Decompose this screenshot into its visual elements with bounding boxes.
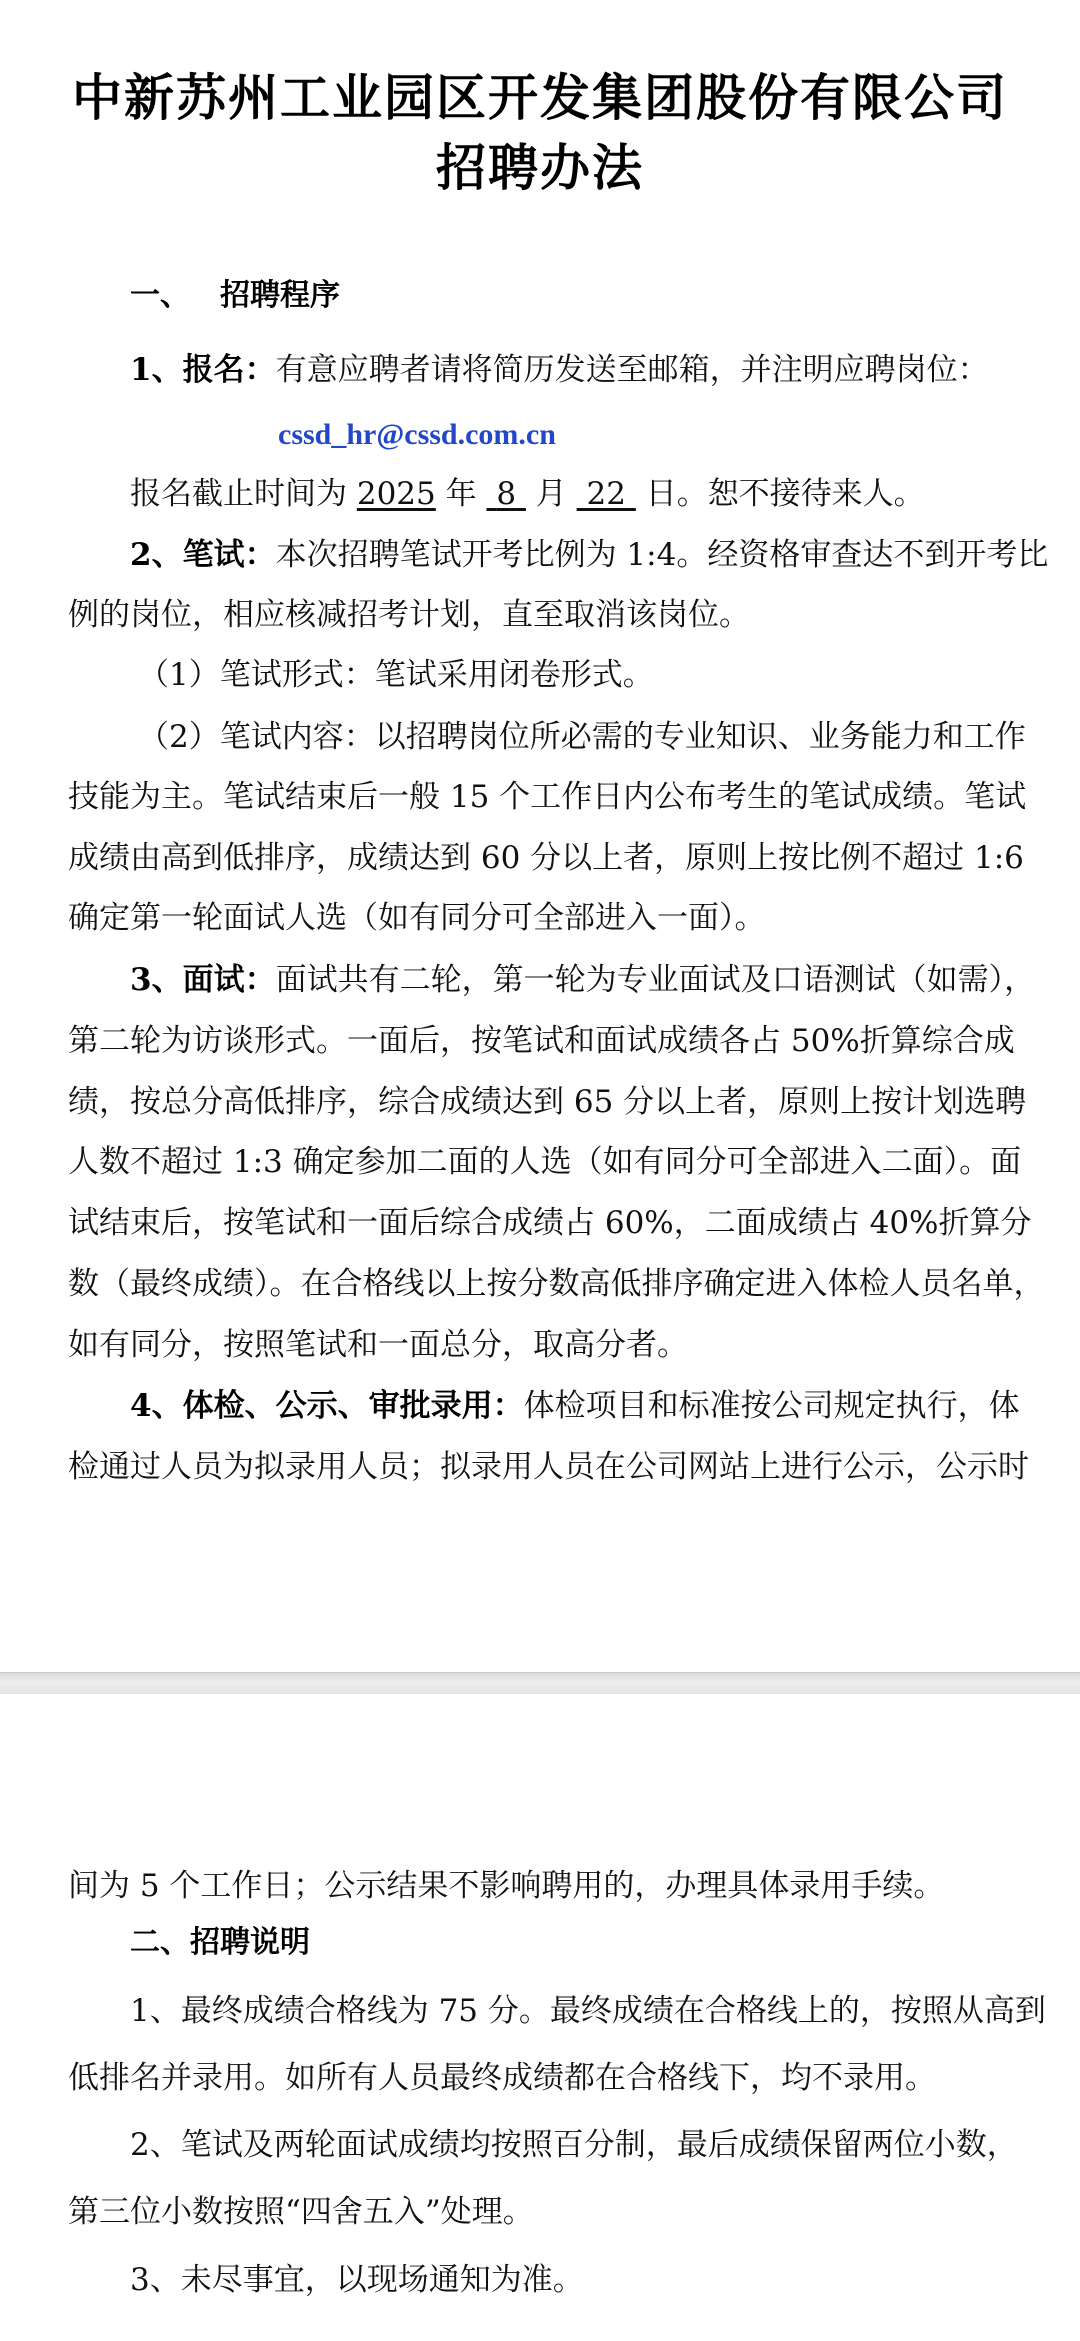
p2-line2: 例的岗位，相应核减招考计划，直至取消该岗位。 bbox=[68, 597, 750, 633]
p2-sub2-line4: 确定第一轮面试人选（如有同分可全部进入一面）。 bbox=[68, 900, 766, 936]
p3-line3: 绩，按总分高低排序，综合成绩达到 65 分以上者，原则上按计划选聘 bbox=[68, 1084, 1027, 1120]
s2-p1-line2: 低排名并录用。如所有人员最终成绩都在合格线下，均不录用。 bbox=[68, 2060, 936, 2096]
p4-line3: 间为 5 个工作日；公示结果不影响聘用的，办理具体录用手续。 bbox=[68, 1868, 945, 1904]
s2-p2-line1: 2、笔试及两轮面试成绩均按照百分制，最后成绩保留两位小数， bbox=[130, 2127, 1018, 2163]
p2-sub2-line1: （2）笔试内容：以招聘岗位所必需的专业知识、业务能力和工作 bbox=[138, 719, 1026, 755]
section1-heading: 一、 招聘程序 bbox=[130, 278, 340, 313]
p3-interview: 3、面试：面试共有二轮，第一轮为专业面试及口语测试（如需）， bbox=[130, 962, 1036, 998]
p1-registration: 1、报名：有意应聘者请将简历发送至邮箱，并注明应聘岗位： bbox=[130, 352, 989, 388]
p3-line7: 如有同分，按照笔试和一面总分，取高分者。 bbox=[68, 1327, 688, 1363]
document-title-line1: 中新苏州工业园区开发集团股份有限公司 bbox=[72, 69, 1008, 127]
s2-p2-line2: 第三位小数按照“四舍五入”处理。 bbox=[68, 2194, 534, 2230]
p4-line2: 检通过人员为拟录用人员；拟录用人员在公司网站上进行公示，公示时 bbox=[68, 1449, 1029, 1485]
p2-sub2-line2: 技能为主。笔试结束后一般 15 个工作日内公布考生的笔试成绩。笔试 bbox=[68, 779, 1027, 815]
p3-line5: 试结束后，按笔试和一面后综合成绩占 60%，二面成绩占 40%折算分 bbox=[68, 1205, 1032, 1241]
p3-line6: 数（最终成绩）。在合格线以上按分数高低排序确定进入体检人员名单， bbox=[68, 1266, 1045, 1302]
p3-line2: 第二轮为访谈形式。一面后，按笔试和面试成绩各占 50%折算综合成 bbox=[68, 1023, 1015, 1059]
page-break-divider bbox=[0, 1672, 1080, 1696]
s2-p3: 3、未尽事宜，以现场通知为准。 bbox=[130, 2262, 584, 2298]
p2-sub2-line3: 成绩由高到低排序，成绩达到 60 分以上者，原则上按比例不超过 1:6 bbox=[68, 840, 1024, 876]
section2-heading: 二、招聘说明 bbox=[130, 1925, 310, 1960]
p3-line4: 人数不超过 1:3 确定参加二面的人选（如有同分可全部进入二面）。面 bbox=[68, 1144, 1022, 1180]
email-address: cssd_hr@cssd.com.cn bbox=[278, 418, 556, 451]
p4-medical-approval: 4、体检、公示、审批录用：体检项目和标准按公司规定执行，体 bbox=[130, 1388, 1020, 1424]
p2-sub1: （1）笔试形式：笔试采用闭卷形式。 bbox=[138, 657, 654, 693]
document-title-line2: 招聘办法 bbox=[436, 139, 644, 197]
p2-written-test: 2、笔试：本次招聘笔试开考比例为 1:4。经资格审查达不到开考比 bbox=[130, 537, 1049, 573]
s2-p1-line1: 1、最终成绩合格线为 75 分。最终成绩在合格线上的，按照从高到 bbox=[130, 1993, 1046, 2029]
registration-deadline: 报名截止时间为 2025 年 8 月 22 日。恕不接待来人。 bbox=[130, 476, 925, 512]
